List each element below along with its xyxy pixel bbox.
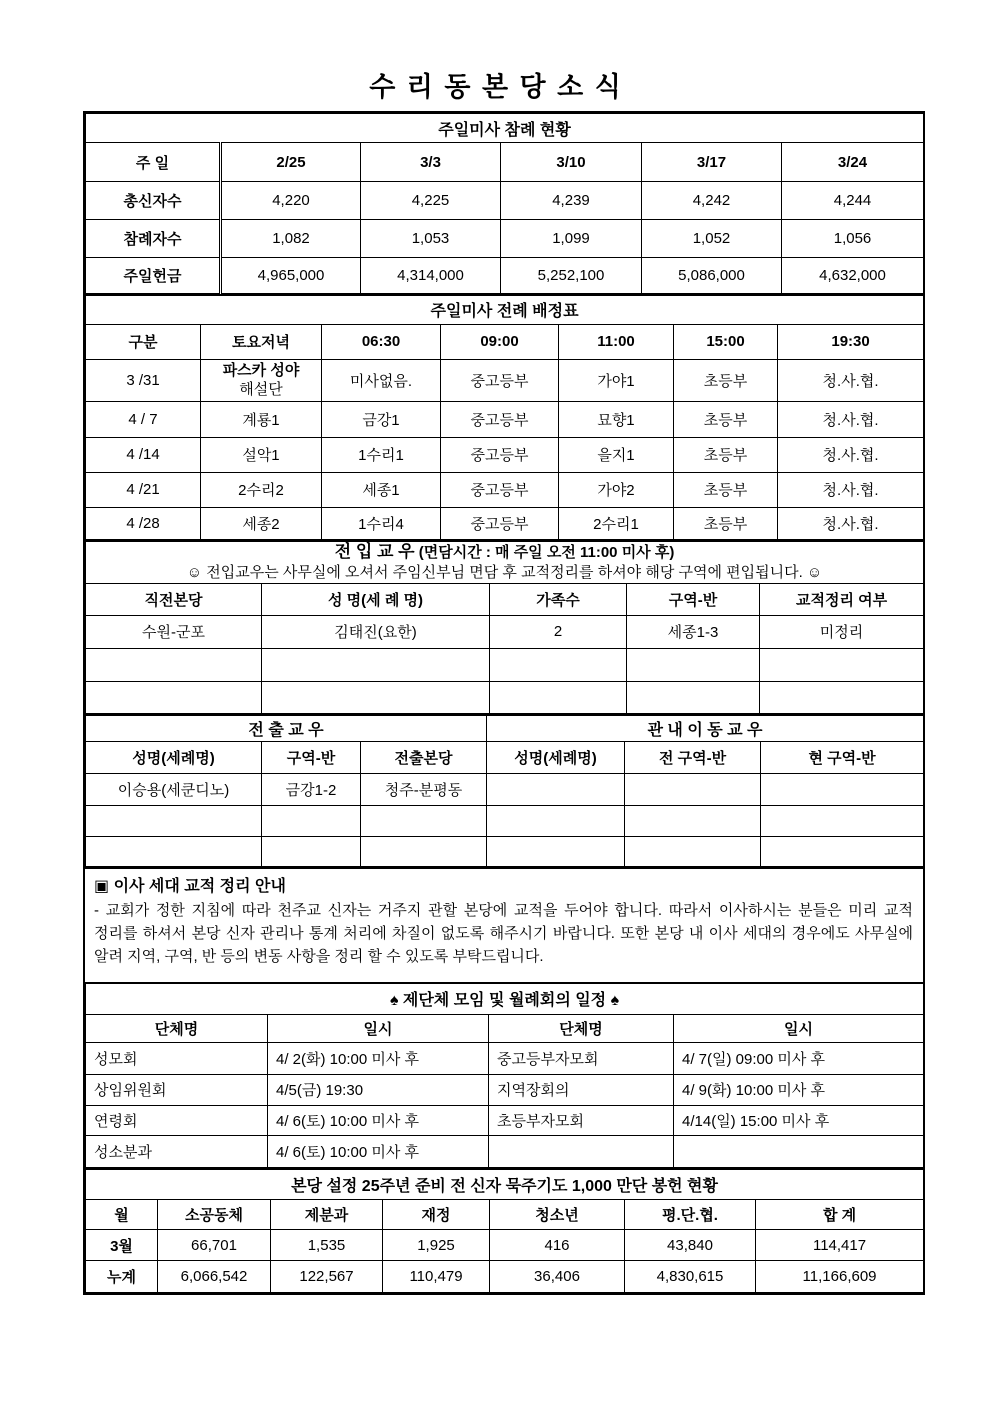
column-header: 15:00 [674,324,778,359]
table-row [86,615,924,648]
table-cell: 중고등부 [441,359,559,401]
table-cell: 1수리4 [322,507,441,539]
table-row [86,1230,924,1261]
move-notice-heading: ▣ 이사 세대 교적 정리 안내 [94,878,286,895]
meeting-time: 4/5(금) 19:30 [268,1074,489,1105]
transfer-out-move-table [85,714,924,868]
column-header: 현 구역-반 [761,742,924,774]
table-cell [761,806,924,837]
table-row [86,837,924,867]
table-cell [625,837,761,867]
transfer-in-title-main: 전 입 교 우 [334,541,415,561]
table-row [86,401,924,437]
table-cell: 1,053 [361,220,501,258]
table-row [86,143,924,182]
column-header: 성명(세례명) [487,742,625,774]
table-cell: 청.사.협. [778,507,924,539]
table-cell: 4,830,615 [625,1261,756,1293]
group-name: 성소분과 [86,1135,268,1167]
column-header: 월 [86,1200,158,1230]
table-cell [262,806,361,837]
table-cell [760,681,924,713]
table-cell: 미정리 [760,615,924,648]
column-header: 3/3 [361,143,501,182]
move-notice [85,867,923,982]
table-cell [262,837,361,867]
table-cell: 1,099 [501,220,642,258]
table-cell [490,648,627,681]
table-row [86,295,924,324]
table-cell: 가야1 [559,359,674,401]
table-row [86,541,924,584]
column-header: 교적정리 여부 [760,583,924,615]
column-header: 구분 [86,324,201,359]
table-row [86,774,924,806]
table-cell: 110,479 [383,1261,490,1293]
table-cell: 금강1-2 [262,774,361,806]
group-name: 연령회 [86,1105,268,1135]
meeting-time [674,1135,924,1167]
table-row [86,1074,924,1105]
date-cell: 4 /14 [86,437,201,472]
table-cell: 중고등부 [441,401,559,437]
internal-move-title: 관 내 이 동 교 우 [487,715,924,742]
table-cell: 6,066,542 [158,1261,271,1293]
table-cell [761,837,924,867]
date-cell: 3 /31 [86,359,201,401]
table-cell: 4,242 [642,182,782,220]
table-cell: 2 [490,615,627,648]
transfer-in-title-note: (면담시간 : 매 주일 오전 11:00 미사 후) [418,543,675,561]
transfer-in-table [85,540,924,714]
column-header: 09:00 [441,324,559,359]
column-header: 구역-반 [627,583,760,615]
column-header: 전 구역-반 [625,742,761,774]
column-header: 3/10 [501,143,642,182]
table-cell: 1,082 [221,220,361,258]
pascha-vigil-label: 파스카 성야 [222,362,300,379]
column-header: 단체명 [86,1014,268,1042]
table-cell: 청.사.협. [778,401,924,437]
column-header: 청소년 [490,1200,625,1230]
table-row [86,1261,924,1293]
column-header: 3/24 [782,143,924,182]
table-cell: 중고등부 [441,437,559,472]
table-row [86,359,924,401]
column-header: 06:30 [322,324,441,359]
table-row [86,1169,924,1200]
rosary-title: 본당 설정 25주년 준비 전 신자 묵주기도 1,000 만단 봉헌 현황 [86,1169,924,1200]
row-label: 누계 [86,1261,158,1293]
saturday-cell [201,359,322,401]
meeting-time: 4/ 6(토) 10:00 미사 후 [268,1105,489,1135]
table-cell: 을지1 [559,437,674,472]
table-cell: 초등부 [674,472,778,507]
column-header: 성명(세례명) [86,742,262,774]
table-cell: 4,314,000 [361,258,501,294]
table-cell: 설악1 [201,437,322,472]
table-cell: 4,239 [501,182,642,220]
table-row [86,715,924,742]
table-cell [490,681,627,713]
table-row [86,742,924,774]
column-header: 전출본당 [361,742,487,774]
table-cell: 세종1 [322,472,441,507]
group-name: 성모회 [86,1042,268,1074]
group-name: 초등부자모회 [489,1105,674,1135]
table-row [86,507,924,539]
table-cell [86,806,262,837]
table-cell: 초등부 [674,401,778,437]
table-cell: 이승용(세쿤디노) [86,774,262,806]
table-cell [487,837,625,867]
table-row [86,681,924,713]
table-cell: 세종1-3 [627,615,760,648]
table-cell: 가야2 [559,472,674,507]
table-cell: 수원-군포 [86,615,262,648]
table-row [86,324,924,359]
table-cell: 청주-분평동 [361,774,487,806]
table-cell [760,648,924,681]
table-cell: 2수리2 [201,472,322,507]
table-cell [761,774,924,806]
date-cell: 4 / 7 [86,401,201,437]
table-row [86,583,924,615]
group-name: 상임위원회 [86,1074,268,1105]
table-cell: 4,632,000 [782,258,924,294]
table-cell: 114,417 [756,1230,924,1261]
table-cell [627,681,760,713]
column-header: 합 계 [756,1200,924,1230]
table-cell: 청.사.협. [778,437,924,472]
table-cell: 1,056 [782,220,924,258]
meeting-time: 4/ 7(일) 09:00 미사 후 [674,1042,924,1074]
date-cell: 4 /28 [86,507,201,539]
table-cell: 청.사.협. [778,472,924,507]
table-cell: 4,965,000 [221,258,361,294]
table-cell: 416 [490,1230,625,1261]
transfer-in-title-line [88,542,921,563]
column-header: 일시 [268,1014,489,1042]
table-cell: 1,535 [271,1230,383,1261]
table-cell: 4,244 [782,182,924,220]
page-title: 수 리 동 본 당 소 식 [369,72,623,102]
meeting-time: 4/14(일) 15:00 미사 후 [674,1105,924,1135]
table-cell: 초등부 [674,437,778,472]
table-cell: 1수리1 [322,437,441,472]
table-row [86,114,924,143]
table-row [86,1135,924,1167]
column-header: 3/17 [642,143,782,182]
group-name: 중고등부자모회 [489,1042,674,1074]
table-cell: 43,840 [625,1230,756,1261]
table-cell: 4,220 [221,182,361,220]
date-cell: 4 /21 [86,472,201,507]
table-cell: 1,925 [383,1230,490,1261]
table-cell [487,774,625,806]
table-cell [262,648,490,681]
table-cell: 중고등부 [441,472,559,507]
table-cell [262,681,490,713]
table-row [86,648,924,681]
table-cell: 2수리1 [559,507,674,539]
column-header: 평.단.협. [625,1200,756,1230]
column-header: 성 명(세 례 명) [262,583,490,615]
table-cell [625,806,761,837]
bulletin-body [83,111,925,1295]
table-cell: 1,052 [642,220,782,258]
table-cell [86,837,262,867]
column-header: 직전본당 [86,583,262,615]
table-cell: 4,225 [361,182,501,220]
table-cell [627,648,760,681]
table-row [86,220,924,258]
row-label: 주일헌금 [86,258,221,294]
table-row [86,983,924,1014]
column-header: 단체명 [489,1014,674,1042]
column-header: 구역-반 [262,742,361,774]
column-header: 토요저녁 [201,324,322,359]
table-row [86,472,924,507]
transfer-out-title: 전 출 교 우 [86,715,487,742]
move-notice-body: - 교회가 정한 지침에 따라 천주교 신자는 거주지 관할 본당에 교적을 두어야 합니다. 따라서 이사하시는 분들은 미리 교적 정리를 하셔서 본당 신자 관리나 통계 처리에 차질이 없도록 해주시기 바랍니다. 또한 본당 내 이사 세대의 경우에도 사무실에 알려 지역, 구역, 반 등의 변동 사항을 정리 할 수 있도록 부탁드립니다. [94,902,913,965]
table-cell: 청.사.협. [778,359,924,401]
group-name [489,1135,674,1167]
mass-attendance-table [85,113,924,294]
rosary-table [85,1168,924,1294]
table-cell [625,774,761,806]
table-row [86,437,924,472]
transfer-in-subtitle: ☺ 전입교우는 사무실에 오셔서 주임신부님 면담 후 교적정리를 하셔야 해당 구역에 편입됩니다. ☺ [186,563,823,581]
transfer-in-title [86,541,924,584]
column-header: 가족수 [490,583,627,615]
column-header: 일시 [674,1014,924,1042]
liturgy-schedule-table [85,294,924,540]
meeting-time: 4/ 9(화) 10:00 미사 후 [674,1074,924,1105]
table-row [86,1014,924,1042]
table-cell: 5,086,000 [642,258,782,294]
row-label: 3월 [86,1230,158,1261]
table-cell: 묘향1 [559,401,674,437]
table-cell: 김태진(요한) [262,615,490,648]
table-cell: 세종2 [201,507,322,539]
liturgy-schedule-title: 주일미사 전례 배정표 [86,295,924,324]
table-cell [487,806,625,837]
column-header: 2/25 [221,143,361,182]
table-cell: 초등부 [674,507,778,539]
row-label: 총신자수 [86,182,221,220]
commentator-label: 해설단 [239,381,283,398]
table-cell: 11,166,609 [756,1261,924,1293]
group-name: 지역장회의 [489,1074,674,1105]
column-header: 재정 [383,1200,490,1230]
table-cell [86,648,262,681]
mass-attendance-title: 주일미사 참례 현황 [86,114,924,143]
table-cell: 5,252,100 [501,258,642,294]
table-cell: 초등부 [674,359,778,401]
meeting-time: 4/ 6(토) 10:00 미사 후 [268,1135,489,1167]
table-cell: 36,406 [490,1261,625,1293]
table-cell: 중고등부 [441,507,559,539]
table-row [86,1105,924,1135]
column-header: 소공동체 [158,1200,271,1230]
table-cell: 66,701 [158,1230,271,1261]
table-cell: 금강1 [322,401,441,437]
table-cell [361,837,487,867]
table-cell: 계룡1 [201,401,322,437]
table-cell: 122,567 [271,1261,383,1293]
column-header: 제분과 [271,1200,383,1230]
column-header: 주 일 [86,143,221,182]
meetings-title: ♠ 제단체 모임 및 월례회의 일정 ♠ [86,983,924,1014]
table-row [86,258,924,294]
table-row [86,1042,924,1074]
column-header: 11:00 [559,324,674,359]
table-row [86,1200,924,1230]
row-label: 참례자수 [86,220,221,258]
table-cell [86,681,262,713]
table-row [86,806,924,837]
table-cell [361,806,487,837]
table-row [86,182,924,220]
table-cell: 미사없음. [322,359,441,401]
column-header: 19:30 [778,324,924,359]
meetings-table [85,982,924,1168]
meeting-time: 4/ 2(화) 10:00 미사 후 [268,1042,489,1074]
